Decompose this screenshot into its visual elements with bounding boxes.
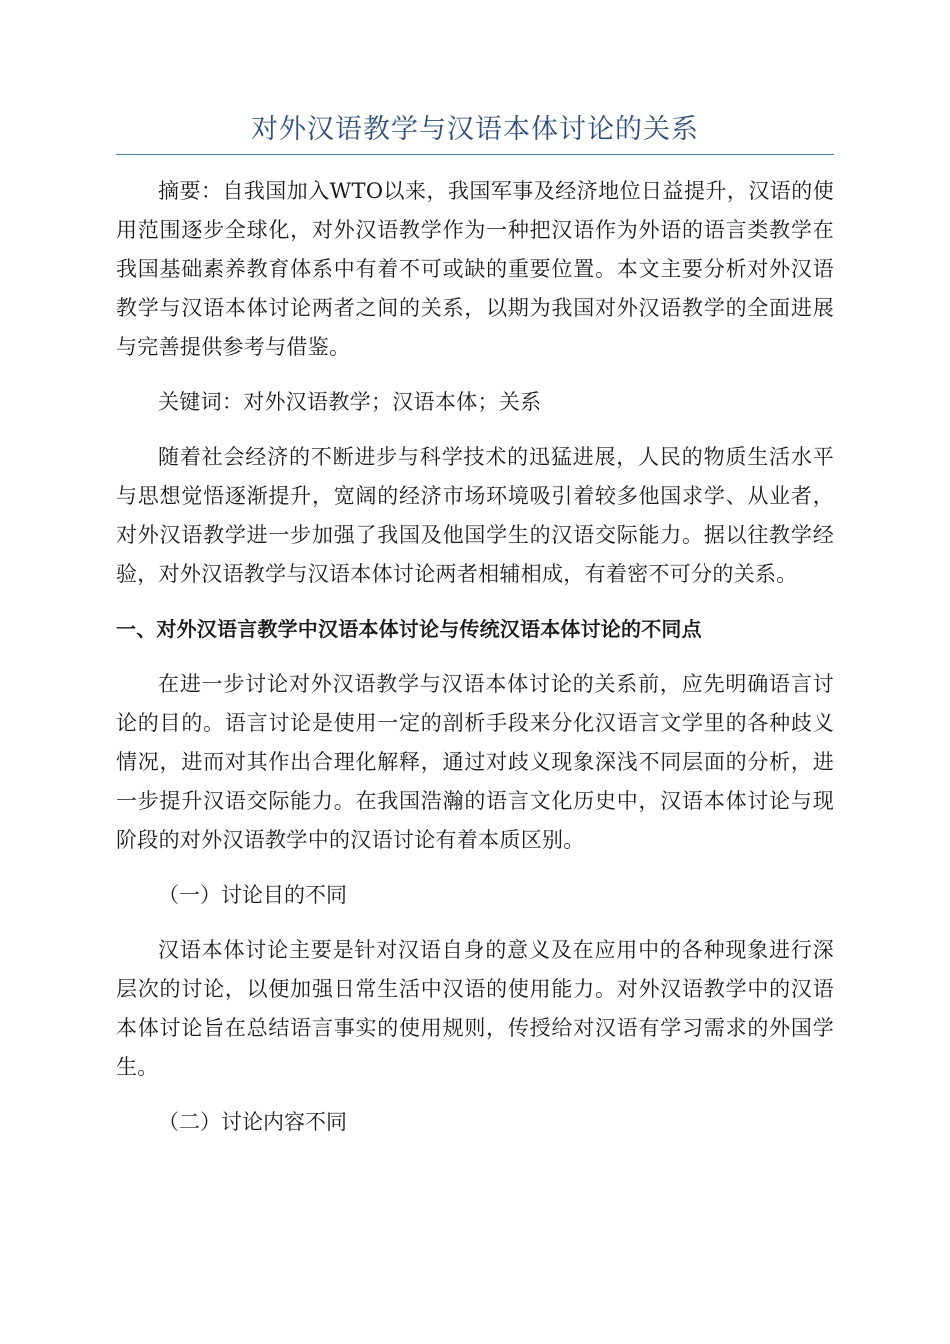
document-body (116, 172, 834, 1158)
section-1-paragraph: 在进一步讨论对外汉语教学与汉语本体讨论的关系前，应先明确语言讨论的目的。语言讨论是使用一定的剖析手段来分化汉语言文学里的各种歧义情况，进而对其作出合理化解释，通过对歧义现象深浅不同层面的分析，进一步提升汉语交际能力。在我国浩瀚的语言文化历史中，汉语本体讨论与现阶段的对外汉语教学中的汉语讨论有着本质区别。 (116, 672, 834, 852)
intro-paragraph: 随着社会经济的不断进步与科学技术的迅猛进展，人民的物质生活水平与思想觉悟逐渐提升，宽阔的经济市场环境吸引着较多他国求学、从业者，对外汉语教学进一步加强了我国及他国学生的汉语交际能力。据以往教学经验，对外汉语教学与汉语本体讨论两者相辅相成，有着密不可分的关系。 (116, 445, 834, 586)
section-heading-1: 一、对外汉语言教学中汉语本体讨论与传统汉语本体讨论的不同点 (116, 617, 702, 641)
subsection-heading-1: （一）讨论目的不同 (158, 883, 347, 907)
subsection-heading-2: （二）讨论内容不同 (158, 1110, 347, 1134)
abstract-paragraph: 摘要：自我国加入WTO以来，我国军事及经济地位日益提升，汉语的使用范围逐步全球化，对外汉语教学作为一种把汉语作为外语的语言类教学在我国基础素养教育体系中有着不可或缺的重要位置。本文主要分析对外汉语教学与汉语本体讨论两者之间的关系，以期为我国对外汉语教学的全面进展与完善提供参考与借鉴。 (116, 179, 834, 359)
document-title: 对外汉语教学与汉语本体讨论的关系 (251, 114, 699, 145)
keywords-paragraph: 关键词：对外汉语教学；汉语本体；关系 (158, 390, 542, 414)
subsection-1-paragraph: 汉语本体讨论主要是针对汉语自身的意义及在应用中的各种现象进行深层次的讨论，以便加强日常生活中汉语的使用能力。对外汉语教学中的汉语本体讨论旨在总结语言事实的使用规则，传授给对汉语有学习需求的外国学生。 (116, 938, 834, 1079)
title-underline (116, 154, 834, 155)
